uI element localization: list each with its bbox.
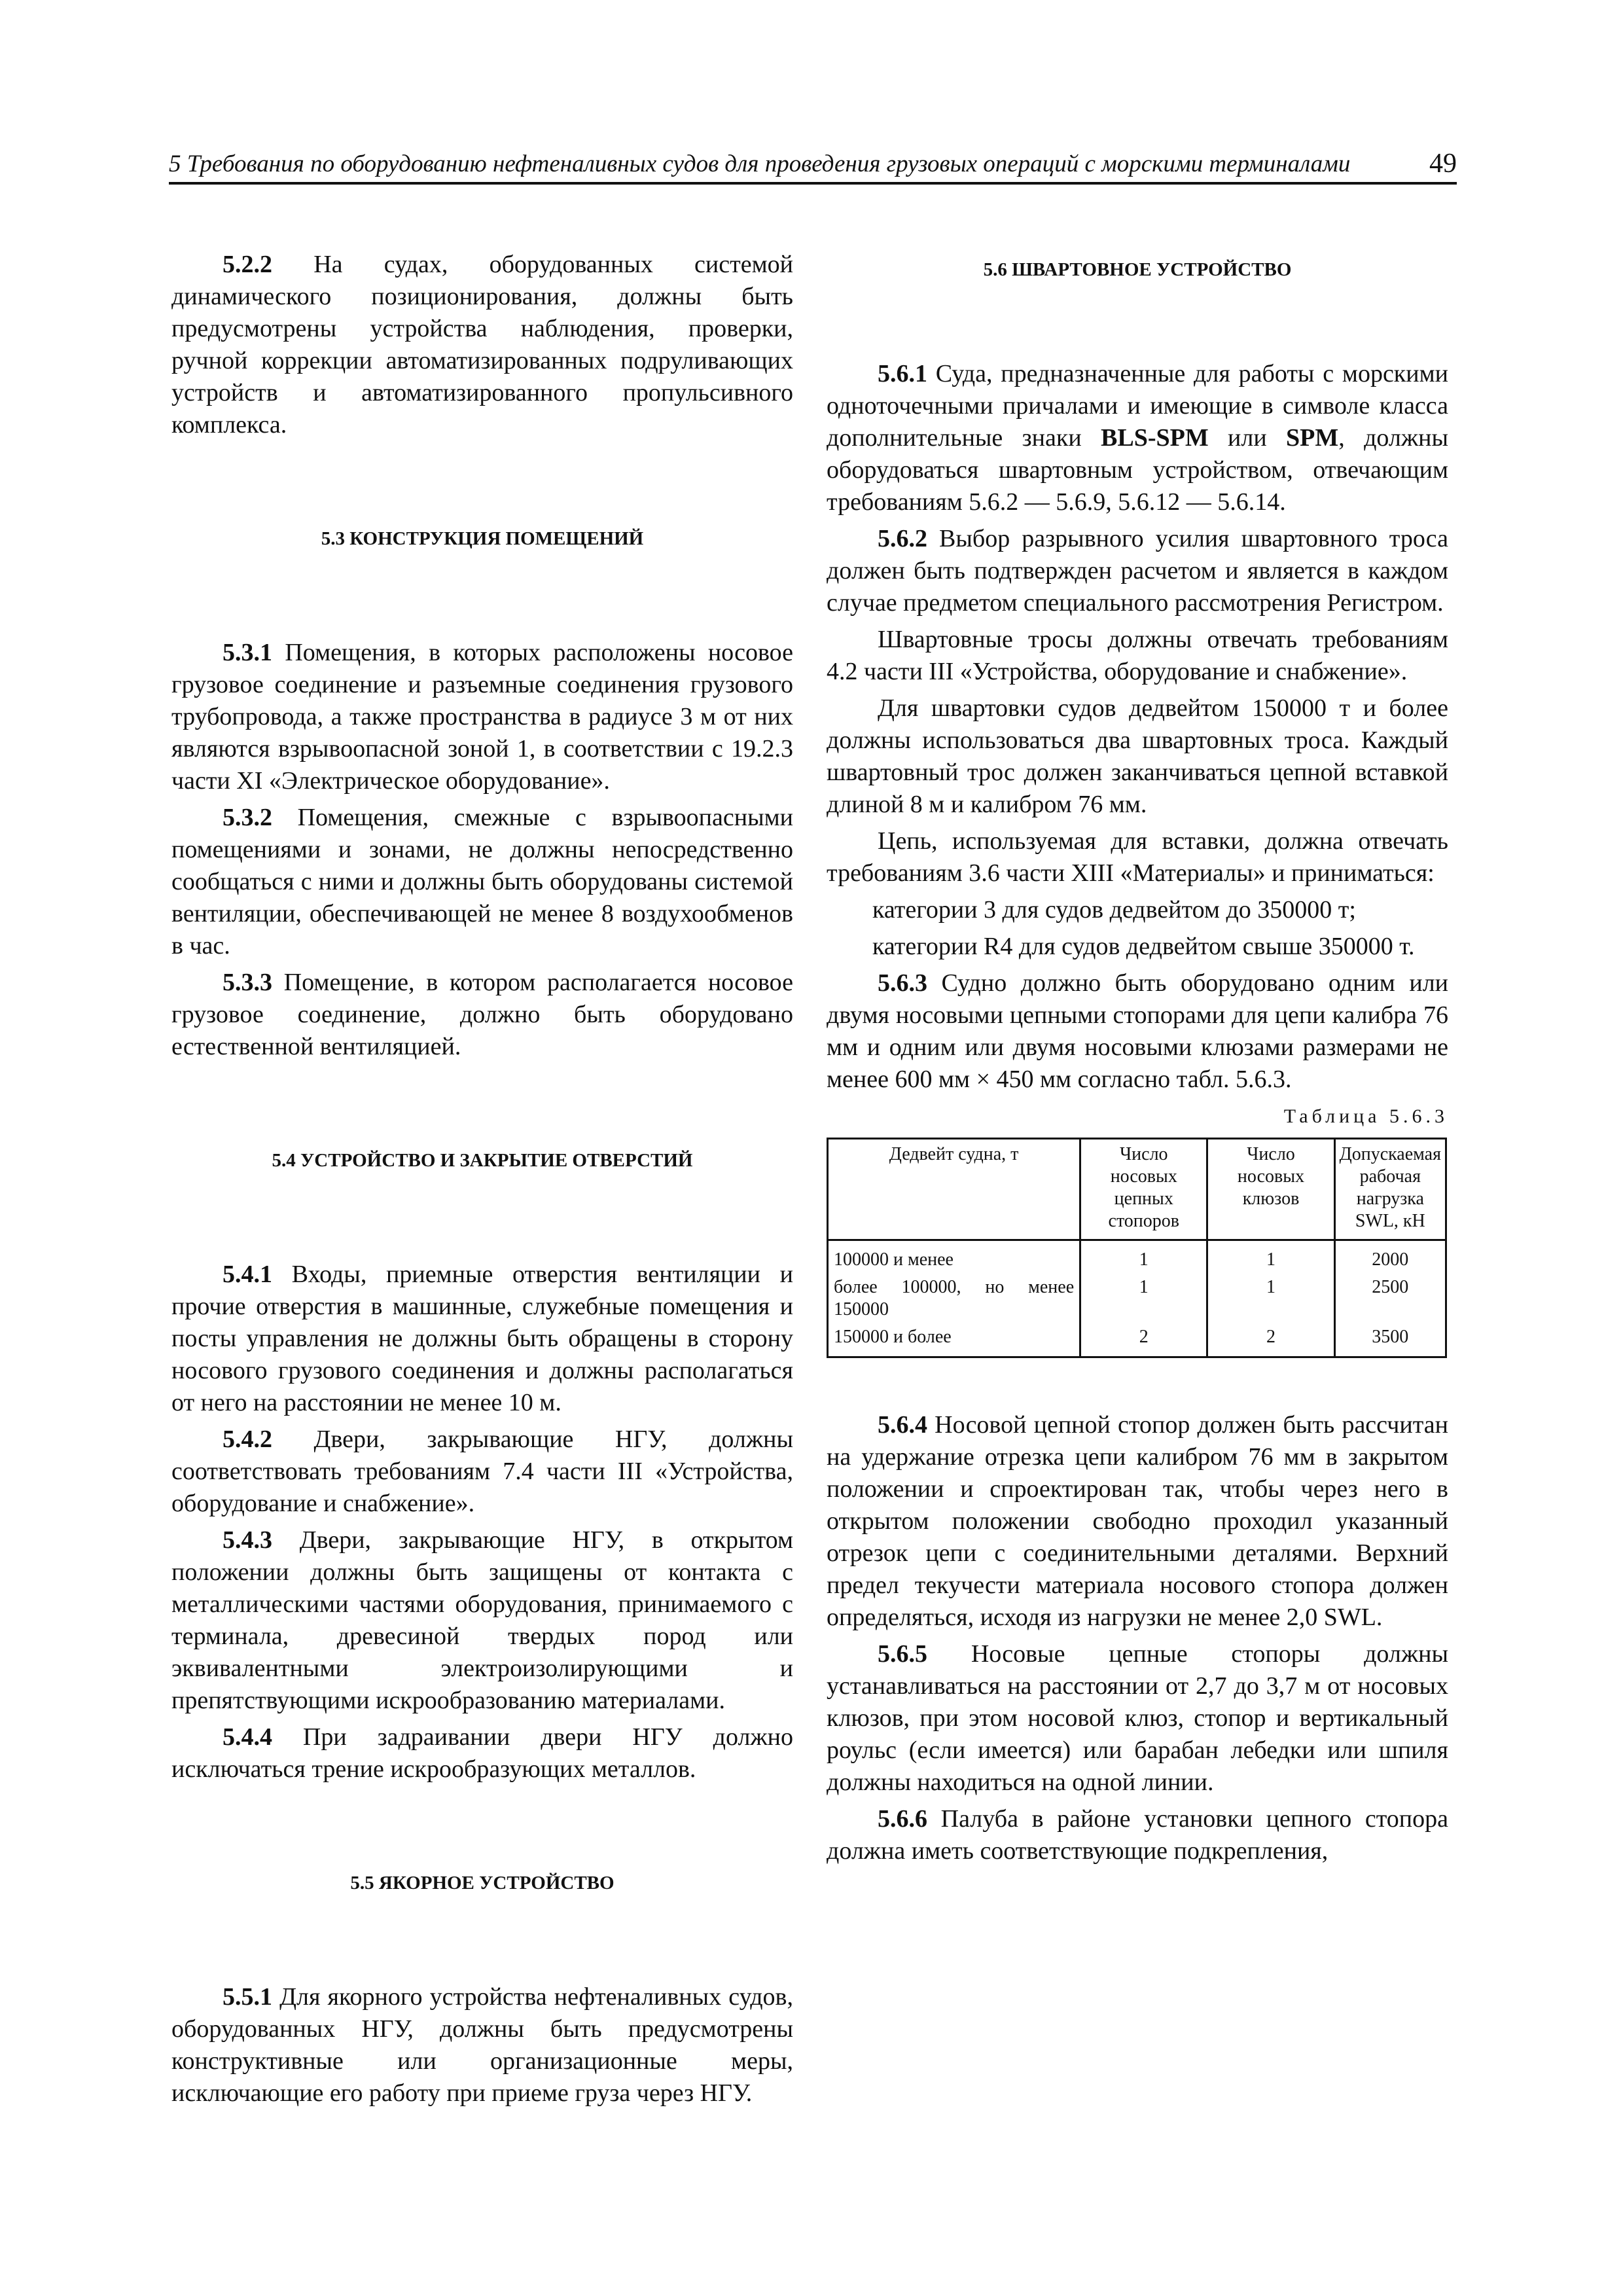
paragraph-text: Судно должно быть оборудовано одним или двумя носовыми цепными стопорами для цепи калибра 76 мм и одним или двумя носовыми клюзами размерами не менее 600 мм × 450 мм согласно табл. 5.6.3. <box>827 969 1448 1093</box>
paragraph-5-4-2 <box>171 1424 793 1520</box>
table-header-cell: Дедвейт судна, т <box>828 1139 1080 1240</box>
table-header-cell: Число носовых клюзов <box>1207 1139 1334 1240</box>
paragraph-text: Носовые цепные стопоры должны устанавливаться на расстоянии от 2,7 до 3,7 м от носовых клюзов, при этом носовой клюз, стопор и вертикальный роульс (если имеется) или барабан лебедки или шпиля должны находиться на одной линии. <box>827 1640 1448 1796</box>
paragraph-text: Двери, закрывающие НГУ, должны соответствовать требованиям 7.4 части III «Устройства, оборудование и снабжение». <box>171 1426 793 1517</box>
paragraph-mooring-ropes: Швартовные тросы должны отвечать требованиям 4.2 части III «Устройства, оборудование и снабжение». <box>827 626 1448 685</box>
paragraph-5-3-1 <box>171 637 793 797</box>
list-item-category-r4: категории R4 для судов дедвейтом свыше 350000 т. <box>872 933 1415 960</box>
paragraph-5-4-4 <box>171 1721 793 1785</box>
paragraph-text: Для якорного устройства нефтеналивных судов, оборудованных НГУ, должны быть предусмотрены конструктивные или организационные меры, исключающие его работу при приеме груза через НГУ. <box>171 1983 793 2107</box>
paragraph-text: Помещения, смежные с взрывоопасными помещениями и зонами, не должны непосредственно сообщаться с ними и должны быть оборудованы системой вентиляции, обеспечивающей не менее 8 воздухообменов в час. <box>171 804 793 960</box>
paragraph-text: Помещение, в котором располагается носовое грузовое соединение, должно быть оборудовано естественной вентиляцией. <box>171 969 793 1060</box>
paragraph-5-6-2 <box>827 523 1448 619</box>
table-cell: 1 <box>1207 1240 1334 1274</box>
section-heading-5-3: 5.3 КОНСТРУКЦИЯ ПОМЕЩЕНИЙ <box>321 528 644 549</box>
paragraph-5-6-3 <box>827 967 1448 1096</box>
paragraph-text: Палуба в районе установки цепного стопора должна иметь соответствующие подкрепления, <box>827 1805 1448 1865</box>
paragraph-text: или <box>1208 424 1287 452</box>
paragraph-5-6-5 <box>827 1638 1448 1799</box>
clause-number: 5.4.1 <box>223 1261 272 1288</box>
paragraph-5-6-1 <box>827 358 1448 518</box>
paragraph-chain: Цепь, используемая для вставки, должна отвечать требованиям 3.6 части XIII «Материалы» и приниматься: <box>827 827 1448 887</box>
table-cell: 100000 и менее <box>828 1240 1080 1274</box>
table-cell: 1 <box>1080 1274 1207 1323</box>
paragraph-text: При задраивании двери НГУ должно исключаться трение искрообразующих металлов. <box>171 1723 793 1783</box>
clause-number: 5.5.1 <box>223 1983 272 2011</box>
running-header <box>169 143 1457 185</box>
clause-number: 5.6.2 <box>878 525 927 552</box>
left-column <box>171 249 793 2114</box>
clause-number: 5.3.3 <box>223 969 272 996</box>
paragraph-5-3-2 <box>171 802 793 962</box>
running-title: 5 Требования по оборудованию нефтеналивных судов для проведения грузовых операций с морскими терминалами <box>169 151 1351 177</box>
paragraph-5-4-1 <box>171 1259 793 1419</box>
paragraph-text: Суда, предназначенные для работы с морскими одноточечными причалами и имеющие в символе класса дополнительные знаки <box>827 360 1448 452</box>
table-cell: 2000 <box>1334 1240 1446 1274</box>
list-item-category-3: категории 3 для судов дедвейтом до 350000 т; <box>872 896 1356 924</box>
table-row <box>828 1274 1446 1323</box>
paragraph-text: На судах, оборудованных системой динамического позиционирования, должны быть предусмотрены устройства наблюдения, проверки, ручной коррекции автоматизированных подруливающих устройств и автоматизированного пропульсивного комплекса. <box>171 251 793 439</box>
paragraph-text: Помещения, в которых расположены носовое грузовое соединение и разъемные соединения грузового трубопровода, а также пространства в радиусе 3 м от них являются взрывоопасной зоной 1, в соответствии с 19.2.3 части XI «Электрическое оборудование». <box>171 639 793 795</box>
paragraph-text: Двери, закрывающие НГУ, в открытом положении должны быть защищены от контакта с металлическими частями оборудования, принимаемого с терминала, древесиной твердых пород или эквивалентными электроизолирующими и препятствующими искрообразованию материалами. <box>171 1526 793 1714</box>
paragraph-5-2-2 <box>171 249 793 441</box>
section-heading-5-4: 5.4 УСТРОЙСТВО И ЗАКРЫТИЕ ОТВЕРСТИЙ <box>272 1150 693 1171</box>
page-number: 49 <box>1429 149 1457 179</box>
clause-number: 5.2.2 <box>223 251 272 278</box>
section-heading-5-6: 5.6 ШВАРТОВНОЕ УСТРОЙСТВО <box>983 259 1292 280</box>
clause-number: 5.6.6 <box>878 1805 927 1833</box>
table-row <box>828 1323 1446 1357</box>
paragraph-two-ropes: Для швартовки судов дедвейтом 150000 т и более должны использоваться два швартовных троса. Каждый швартовный трос должен заканчиваться цепной вставкой длиной 8 м и калибром 76 мм. <box>827 694 1448 818</box>
clause-number: 5.4.3 <box>223 1526 272 1554</box>
section-heading-5-5: 5.5 ЯКОРНОЕ УСТРОЙСТВО <box>350 1873 615 1893</box>
paragraph-5-5-1 <box>171 1981 793 2109</box>
table-cell: 2500 <box>1334 1274 1446 1323</box>
table-cell: 150000 и более <box>828 1323 1080 1357</box>
table-cell: 3500 <box>1334 1323 1446 1357</box>
clause-number: 5.4.4 <box>223 1723 272 1751</box>
class-notation: SPM <box>1286 424 1339 452</box>
table-cell: 2 <box>1207 1323 1334 1357</box>
class-notation: BLS-SPM <box>1101 424 1209 452</box>
paragraph-text: Носовой цепной стопор должен быть рассчитан на удержание отрезка цепи калибром 76 мм в закрытом положении и спроектирован так, чтобы через него в открытом положении свободно проходил указанный отрезок цепи с соединительными деталями. Верхний предел текучести материала носового стопора должен определяться, исходя из нагрузки не менее 2,0 SWL. <box>827 1411 1448 1631</box>
clause-number: 5.3.1 <box>223 639 272 666</box>
clause-number: 5.6.1 <box>878 360 927 387</box>
table-cell: 1 <box>1207 1274 1334 1323</box>
table-cell: 1 <box>1080 1240 1207 1274</box>
table-caption: Таблица 5.6.3 <box>1283 1105 1448 1127</box>
table-header-row <box>828 1139 1446 1240</box>
paragraph-5-4-3 <box>171 1524 793 1717</box>
table-cell: 2 <box>1080 1323 1207 1357</box>
table-cell: более 100000, но менее 150000 <box>828 1274 1080 1323</box>
right-column <box>827 249 1448 1872</box>
table-5-6-3 <box>827 1138 1447 1358</box>
clause-number: 5.4.2 <box>223 1426 272 1453</box>
table-header-cell: Допускаемая рабочая нагрузка SWL, кН <box>1334 1139 1446 1240</box>
clause-number: 5.3.2 <box>223 804 272 831</box>
table-header-cell: Число носовых цепных стопоров <box>1080 1139 1207 1240</box>
clause-number: 5.6.5 <box>878 1640 927 1668</box>
paragraph-text: , должны оборудоваться швартовным устройством, отвечающим требованиям 5.6.2 — 5.6.9, 5.6.12 — 5.6.14. <box>827 424 1448 516</box>
clause-number: 5.6.4 <box>878 1411 927 1439</box>
clause-number: 5.6.3 <box>878 969 927 997</box>
paragraph-5-6-6 <box>827 1803 1448 1867</box>
paragraph-5-3-3 <box>171 967 793 1063</box>
paragraph-5-6-4 <box>827 1409 1448 1634</box>
paragraph-text: Входы, приемные отверстия вентиляции и прочие отверстия в машинные, служебные помещения и посты управления не должны быть обращены в сторону носового грузового соединения и должны располагаться от него на расстоянии не менее 10 м. <box>171 1261 793 1416</box>
paragraph-text: Выбор разрывного усилия швартовного троса должен быть подтвержден расчетом и является в каждом случае предметом специального рассмотрения Регистром. <box>827 525 1448 617</box>
table-row <box>828 1240 1446 1274</box>
